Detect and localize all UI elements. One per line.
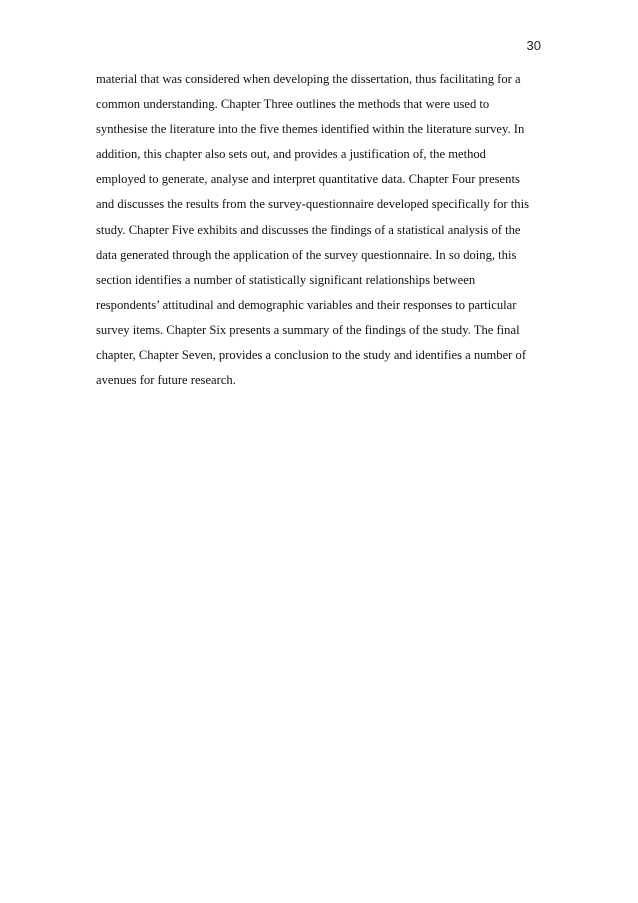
paragraph-line: respondents’ attitudinal and demographic variables and their responses to particular (96, 297, 517, 312)
paragraph-line: chapter, Chapter Seven, provides a conclusion to the study and identifies a number of (96, 348, 527, 363)
paragraph-line: material that was considered when developing the dissertation, thus facilitating for a (96, 72, 521, 86)
paragraph-line: data generated through the application of the survey questionnaire. In so doing, this (96, 247, 517, 262)
page-number: 30 (526, 38, 541, 53)
paragraph-line: avenues for future research. (96, 373, 236, 388)
paragraph-line: and discusses the results from the survey-questionnaire developed specifically for this (96, 197, 529, 212)
paragraph-line: synthesise the literature into the five themes identified within the literature survey. In (96, 122, 525, 137)
paragraph-line: employed to generate, analyse and interpret quantitative data. Chapter Four presents (96, 172, 520, 187)
paragraph-line: addition, this chapter also sets out, and provides a justification of, the method (96, 147, 486, 162)
paragraph-line: study. Chapter Five exhibits and discusses the findings of a statistical analysis of the (96, 222, 521, 237)
paragraph-line: common understanding. Chapter Three outlines the methods that were used to (96, 97, 490, 112)
paragraph-line: section identifies a number of statistically significant relationships between (96, 272, 476, 287)
body-paragraph (96, 67, 546, 393)
paragraph-line: survey items. Chapter Six presents a summary of the findings of the study. The final (96, 322, 520, 337)
